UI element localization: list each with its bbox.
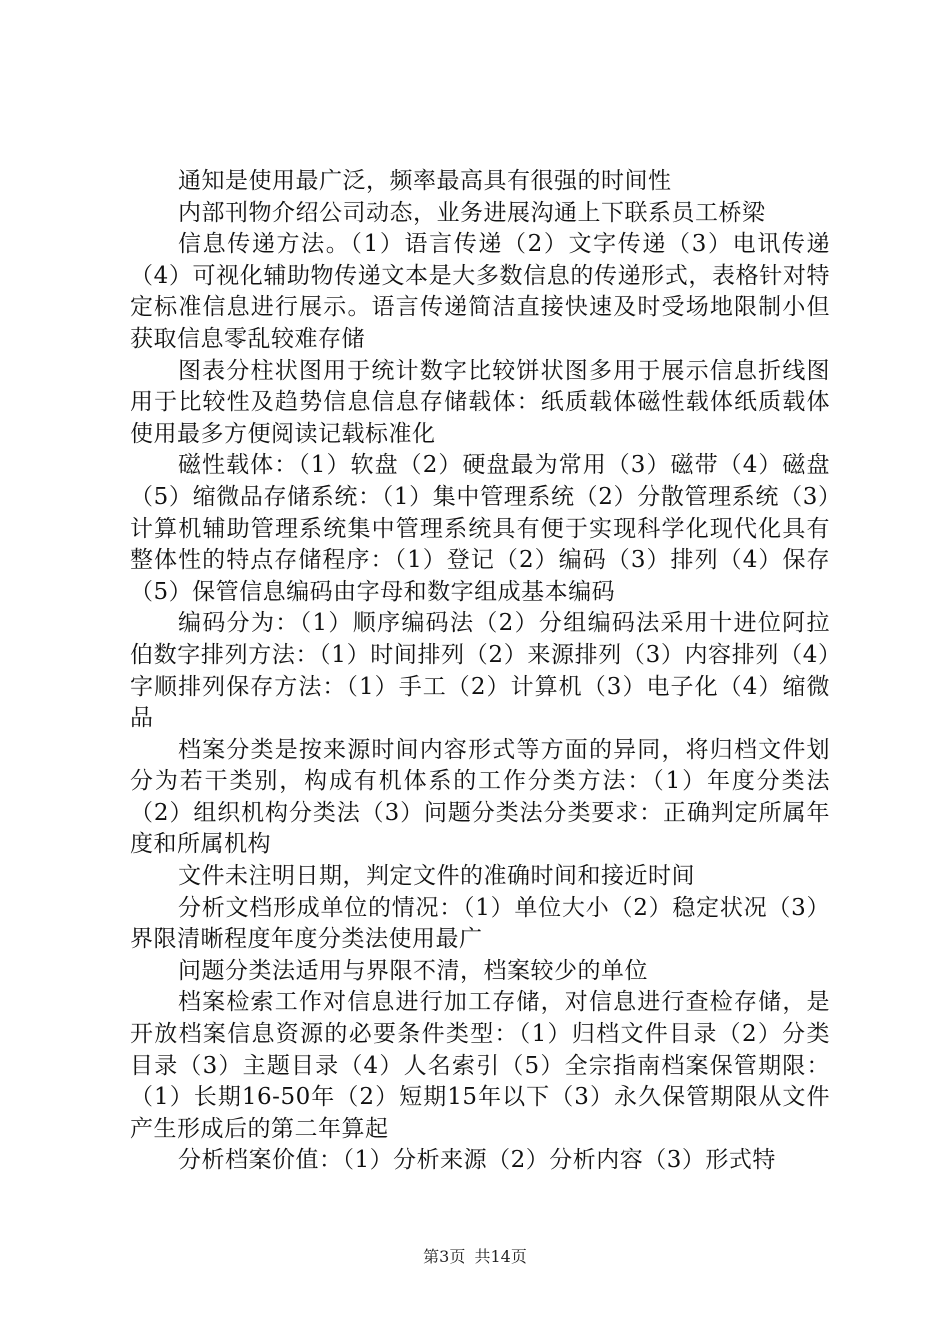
paragraph-4: 图表分柱状图用于统计数字比较饼状图多用于展示信息折线图用于比较性及趋势信息信息存储载体：纸质载体磁性载体纸质载体使用最多方便阅读记载标准化 (130, 357, 830, 447)
page-footer (0, 1244, 950, 1267)
paragraph-2: 内部刊物介绍公司动态，业务进展沟通上下联系员工桥梁 (178, 199, 766, 226)
paragraph-9: 分析文档形成单位的情况：（1）单位大小（2）稳定状况（3）界限清晰程度年度分类法使用最广 (130, 894, 830, 953)
paragraph-7: 档案分类是按来源时间内容形式等方面的异同，将归档文件划分为若干类别，构成有机体系的工作分类方法：（1）年度分类法（2）组织机构分类法（3）问题分类法分类要求：正确判定所属年度和所属机构 (130, 736, 830, 858)
page-number: 第3页 (423, 1247, 466, 1266)
paragraph-10: 问题分类法适用与界限不清，档案较少的单位 (178, 957, 648, 984)
paragraph-6: 编码分为：（1）顺序编码法（2）分组编码法采用十进位阿拉伯数字排列方法：（1）时间排列（2）来源排列（3）内容排列（4）字顺排列保存方法：（1）手工（2）计算机（3）电子化（4）缩微品 (130, 610, 830, 732)
paragraph-1: 通知是使用最广泛，频率最高具有很强的时间性 (178, 168, 672, 194)
paragraph-3: 信息传递方法。（1）语言传递（2）文字传递（3）电讯传递（4）可视化辅助物传递文本是大多数信息的传递形式，表格针对特定标准信息进行展示。语言传递简洁直接快速及时受场地限制小但获取信息零乱较难存储 (130, 231, 830, 352)
paragraph-5: 磁性载体：（1）软盘（2）硬盘最为常用（3）磁带（4）磁盘（5）缩微品存储系统：（1）集中管理系统（2）分散管理系统（3）计算机辅助管理系统集中管理系统具有便于实现科学化现代化具有整体性的特点存储程序：（1）登记（2）编码（3）排列（4）保存（5）保管信息编码由字母和数字组成基本编码 (130, 452, 830, 605)
page-total: 共14页 (474, 1247, 527, 1266)
paragraph-12: 分析档案价值：（1）分析来源（2）分析内容（3）形式特 (178, 1147, 776, 1174)
paragraph-8: 文件未注明日期，判定文件的准确时间和接近时间 (178, 863, 695, 890)
document-body (130, 166, 830, 1177)
paragraph-11: 档案检索工作对信息进行加工存储，对信息进行查检存储，是开放档案信息资源的必要条件类型：（1）归档文件目录（2）分类目录（3）主题目录（4）人名索引（5）全宗指南档案保管期限：（1）长期16-50年（2）短期15年以下（3）永久保管期限从文件产生形成后的第二年算起 (130, 989, 830, 1142)
